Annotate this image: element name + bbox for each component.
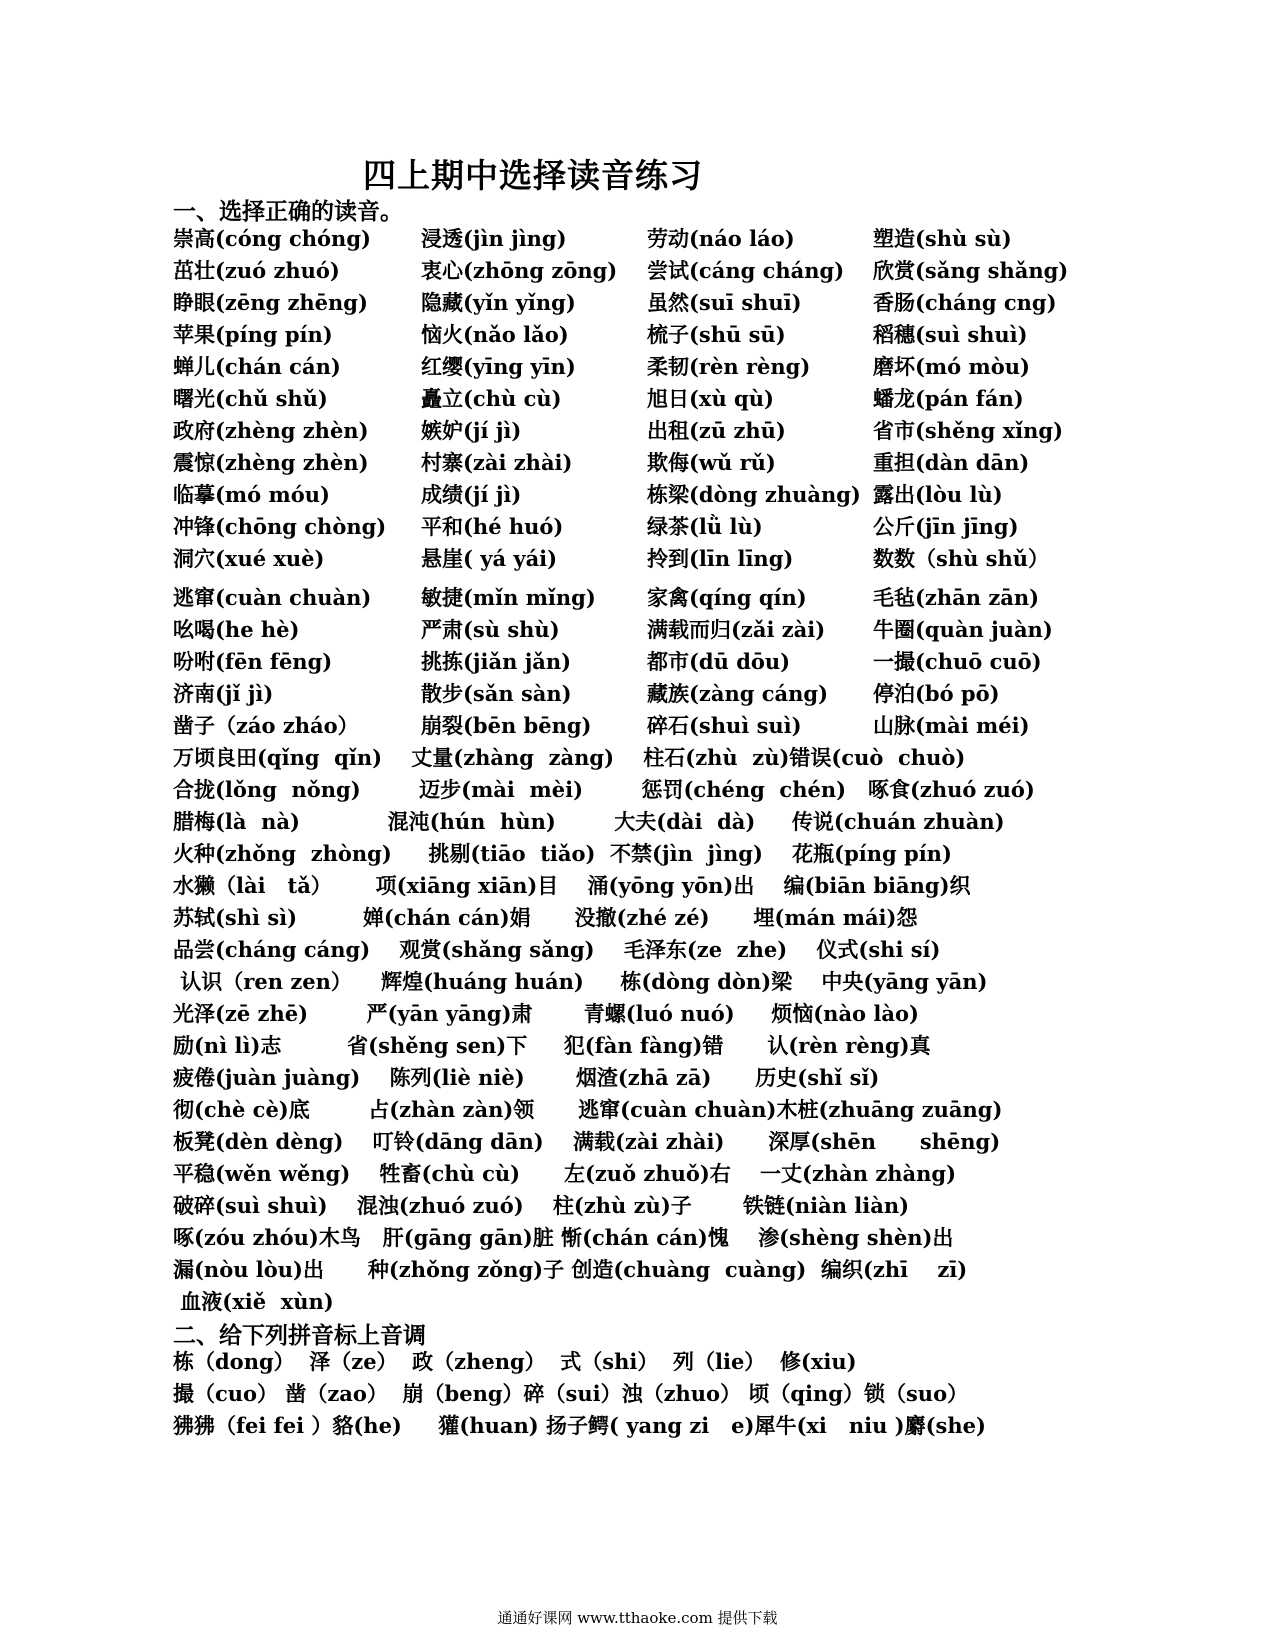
exercise-row [173,902,1173,934]
exercise-item: 欺侮(wǔ rǔ) [647,450,776,475]
exercise-item: 严肃(sù shù) [421,617,560,642]
exercise-item: 洞穴(xué xuè) [173,546,325,571]
exercise-row [173,223,1173,255]
exercise-row [173,998,1173,1030]
exercise-item: 临摹(mó móu) [173,482,330,507]
exercise-item: 稻穗(suì shuì) [873,322,1028,347]
exercise-item: 凿子（záo zháo） [173,713,359,738]
exercise-line: 平稳(wěn wěng) 牲畜(chù cù) 左(zuǒ zhuǒ)右 一丈(zhàn zhàng) [173,1161,957,1186]
exercise-line: 破碎(suì shuì) 混浊(zhuó zuó) 柱(zhù zù)子 铁链(niàn liàn) [173,1193,910,1218]
exercise-line: 血液(xiě xùn) [173,1289,334,1314]
exercise-line: 彻(chè cè)底 占(zhàn zàn)领 逃窜(cuàn chuàn)木桩(zhuāng zuāng) [173,1097,1003,1122]
exercise-item: 曙光(chǔ shǔ) [173,386,328,411]
exercise-item: 隐藏(yǐn yǐng) [421,290,576,315]
exercise-item: 睁眼(zēng zhēng) [173,290,368,315]
exercise-item: 梳子(shū sū) [647,322,786,347]
exercise-line: 认识（ren zen） 辉煌(huáng huán) 栋(dòng dòn)梁 中央(yāng yān) [173,969,988,994]
exercise-item: 藏族(zàng cáng) [647,681,829,706]
exercise-item: 散步(sǎn sàn) [421,681,572,706]
exercise-item: 都市(dū dōu) [647,649,791,674]
exercise-row [173,447,1173,479]
exercise-item: 拎到(līn līng) [647,546,794,571]
exercise-row [173,806,1173,838]
exercise-item: 欣赏(sǎng shǎng) [873,258,1069,283]
exercise-item: 浸透(jìn jìng) [421,226,567,251]
exercise-item: 旭日(xù qù) [647,386,774,411]
exercise-item: 省市(shěng xǐng) [873,418,1064,443]
exercise-item: 红缨(yīng yīn) [421,354,576,379]
page-title: 四上期中选择读音练习 [363,156,703,195]
exercise-row [173,511,1173,543]
exercise-item: 挑拣(jiǎn jǎn) [421,649,572,674]
exercise-row [173,582,1173,614]
exercise-item: 牛圈(quàn juàn) [873,617,1053,642]
exercise-line: 万顷良田(qǐng qǐn) 丈量(zhàng zàng) 柱石(zhù zù)错误(cuò chuò) [173,745,966,770]
exercise-item: 吩咐(fēn fēng) [173,649,333,674]
exercise-row [173,870,1173,902]
exercise-item: 恼火(nǎo lǎo) [421,322,569,347]
exercise-item: 虽然(suī shuī) [647,290,802,315]
exercise-line: 火种(zhǒng zhòng) 挑剔(tiāo tiǎo) 不禁(jìn jìng) 花瓶(píng pín) [173,841,952,866]
exercise-row [173,543,1173,575]
exercise-row [173,255,1173,287]
exercise-item: 重担(dàn dān) [873,450,1030,475]
section-2-heading: 二、给下列拼音标上音调 [173,1323,426,1349]
exercise-row [173,1126,1173,1158]
exercise-item: 悬崖( yá yái) [421,546,558,571]
exercise-row [173,415,1173,447]
exercise-item: 敏捷(mǐn mǐng) [421,585,596,610]
exercise-line: 腊梅(là nà) 混沌(hún hùn) 大夫(dài dà) 传说(chuán zhuàn) [173,809,1005,834]
exercise-item: 毛毡(zhān zān) [873,585,1040,610]
exercise-item: 磨坏(mó mòu) [873,354,1030,379]
exercise-item: 柔韧(rèn rèng) [647,354,811,379]
exercise-item: 栋梁(dòng zhuàng) [647,482,861,507]
exercise-line: 疲倦(juàn juàng) 陈列(liè niè) 烟渣(zhā zā) 历史(shǐ sǐ) [173,1065,880,1090]
exercise-row [173,934,1173,966]
exercise-row [173,287,1173,319]
exercise-line: 光泽(zē zhē) 严(yān yāng)肃 青螺(luó nuó) 烦恼(nào lào) [173,1001,919,1026]
exercise-line: 品尝(cháng cáng) 观赏(shǎng sǎng) 毛泽东(ze zhe) 仪式(shi sí) [173,937,941,962]
exercise-item: 满载而归(zǎi zài) [647,617,826,642]
exercise-item: 崇高(cóng chóng) [173,226,371,251]
exercise-item: 塑造(shù sù) [873,226,1012,251]
exercise-line: 合拢(lǒng nǒng) 迈步(mài mèi) 惩罚(chéng chén) 啄食(zhuó zuó) [173,777,1035,802]
exercise-row [173,1286,1173,1318]
exercise-line: 苏轼(shì sì) 婵(chán cán)娟 没撤(zhé zé) 埋(mán mái)怨 [173,905,918,930]
pinyin-row: 栋（dong） 泽（ze） 政（zheng） 式（shi） 列（lie） 修(xiu) [173,1349,857,1374]
exercise-item: 一撮(chuō cuō) [873,649,1042,674]
exercise-item: 冲锋(chōng chòng) [173,514,387,539]
exercise-item: 吆喝(he hè) [173,617,300,642]
exercise-row [173,351,1173,383]
footer-credit: 通通好课网 www.tthaoke.com 提供下载 [497,1609,778,1627]
exercise-row [173,319,1173,351]
exercise-item: 碎石(shuì suì) [647,713,802,738]
exercise-item: 蝉儿(chán cán) [173,354,341,379]
exercise-line: 啄(zóu zhóu)木鸟 肝(gāng gān)脏 惭(chán cán)愧 渗(shèng shèn)出 [173,1225,954,1250]
exercise-item: 劳动(náo láo) [647,226,795,251]
exercise-item: 嫉妒(jí jì) [421,418,522,443]
exercise-row [173,614,1173,646]
exercise-row [173,646,1173,678]
exercise-item: 逃窜(cuàn chuàn) [173,585,372,610]
exercise-line: 漏(nòu lòu)出 种(zhǒng zǒng)子 创造(chuàng cuàng) 编织(zhī zī) [173,1257,968,1282]
exercise-row [173,710,1173,742]
exercise-item: 山脉(mài méi) [873,713,1030,738]
exercise-item: 矗立(chù cù) [421,386,562,411]
exercise-item: 出租(zū zhū) [647,418,786,443]
exercise-item: 绿茶(lǜ lù) [647,514,763,539]
pinyin-row: 撮（cuo） 凿（zao） 崩（beng）碎（sui）浊（zhuo） 顷（qing）锁（suo） [173,1381,969,1406]
exercise-row [173,1030,1173,1062]
exercise-item: 公斤(jīn jīng) [873,514,1019,539]
exercise-row [173,1158,1173,1190]
exercise-item: 村寨(zài zhài) [421,450,573,475]
exercise-item: 茁壮(zuó zhuó) [173,258,340,283]
exercise-row [173,678,1173,710]
section-2-exercises [173,1346,1173,1442]
exercise-line: 板凳(dèn dèng) 叮铃(dāng dān) 满载(zài zhài) 深厚(shēn shēng) [173,1129,1001,1154]
exercise-item: 平和(hé huó) [421,514,564,539]
exercise-item: 震惊(zhèng zhèn) [173,450,369,475]
exercise-row [173,1190,1173,1222]
exercise-row [173,742,1173,774]
exercise-item: 数数（shù shǔ） [873,546,1050,571]
exercise-item: 衷心(zhōng zōng) [421,258,618,283]
exercise-line: 励(nì lì)志 省(shěng sen)下 犯(fàn fàng)错 认(rèn rèng)真 [173,1033,931,1058]
exercise-row [173,383,1173,415]
exercise-item: 成绩(jí jì) [421,482,522,507]
exercise-line: 水獭（lài tǎ） 项(xiāng xiān)目 涌(yōng yōn)出 编(biān biāng)织 [173,873,971,898]
exercise-item: 露出(lòu lù) [873,482,1003,507]
exercise-row [173,479,1173,511]
exercise-item: 停泊(bó pō) [873,681,1000,706]
exercise-item: 尝试(cáng cháng) [647,258,845,283]
exercise-item: 香肠(cháng cng) [873,290,1057,315]
exercise-row [173,966,1173,998]
section-1-heading: 一、选择正确的读音。 [173,199,403,225]
exercise-row [173,1062,1173,1094]
exercise-row [173,1094,1173,1126]
exercise-item: 蟠龙(pán fán) [873,386,1024,411]
section-1-exercises [173,223,1173,1318]
exercise-row [173,1222,1173,1254]
exercise-row [173,774,1173,806]
exercise-row [173,838,1173,870]
exercise-item: 济南(jǐ jì) [173,681,274,706]
exercise-item: 崩裂(bēn bēng) [421,713,592,738]
exercise-item: 政府(zhèng zhèn) [173,418,369,443]
exercise-row [173,1254,1173,1286]
pinyin-row: 狒狒（fei fei ）貉(he) 獾(huan) 扬子鳄( yang zi e)犀牛(xi niu )麝(she) [173,1413,986,1438]
exercise-item: 苹果(píng pín) [173,322,333,347]
exercise-item: 家禽(qíng qín) [647,585,807,610]
